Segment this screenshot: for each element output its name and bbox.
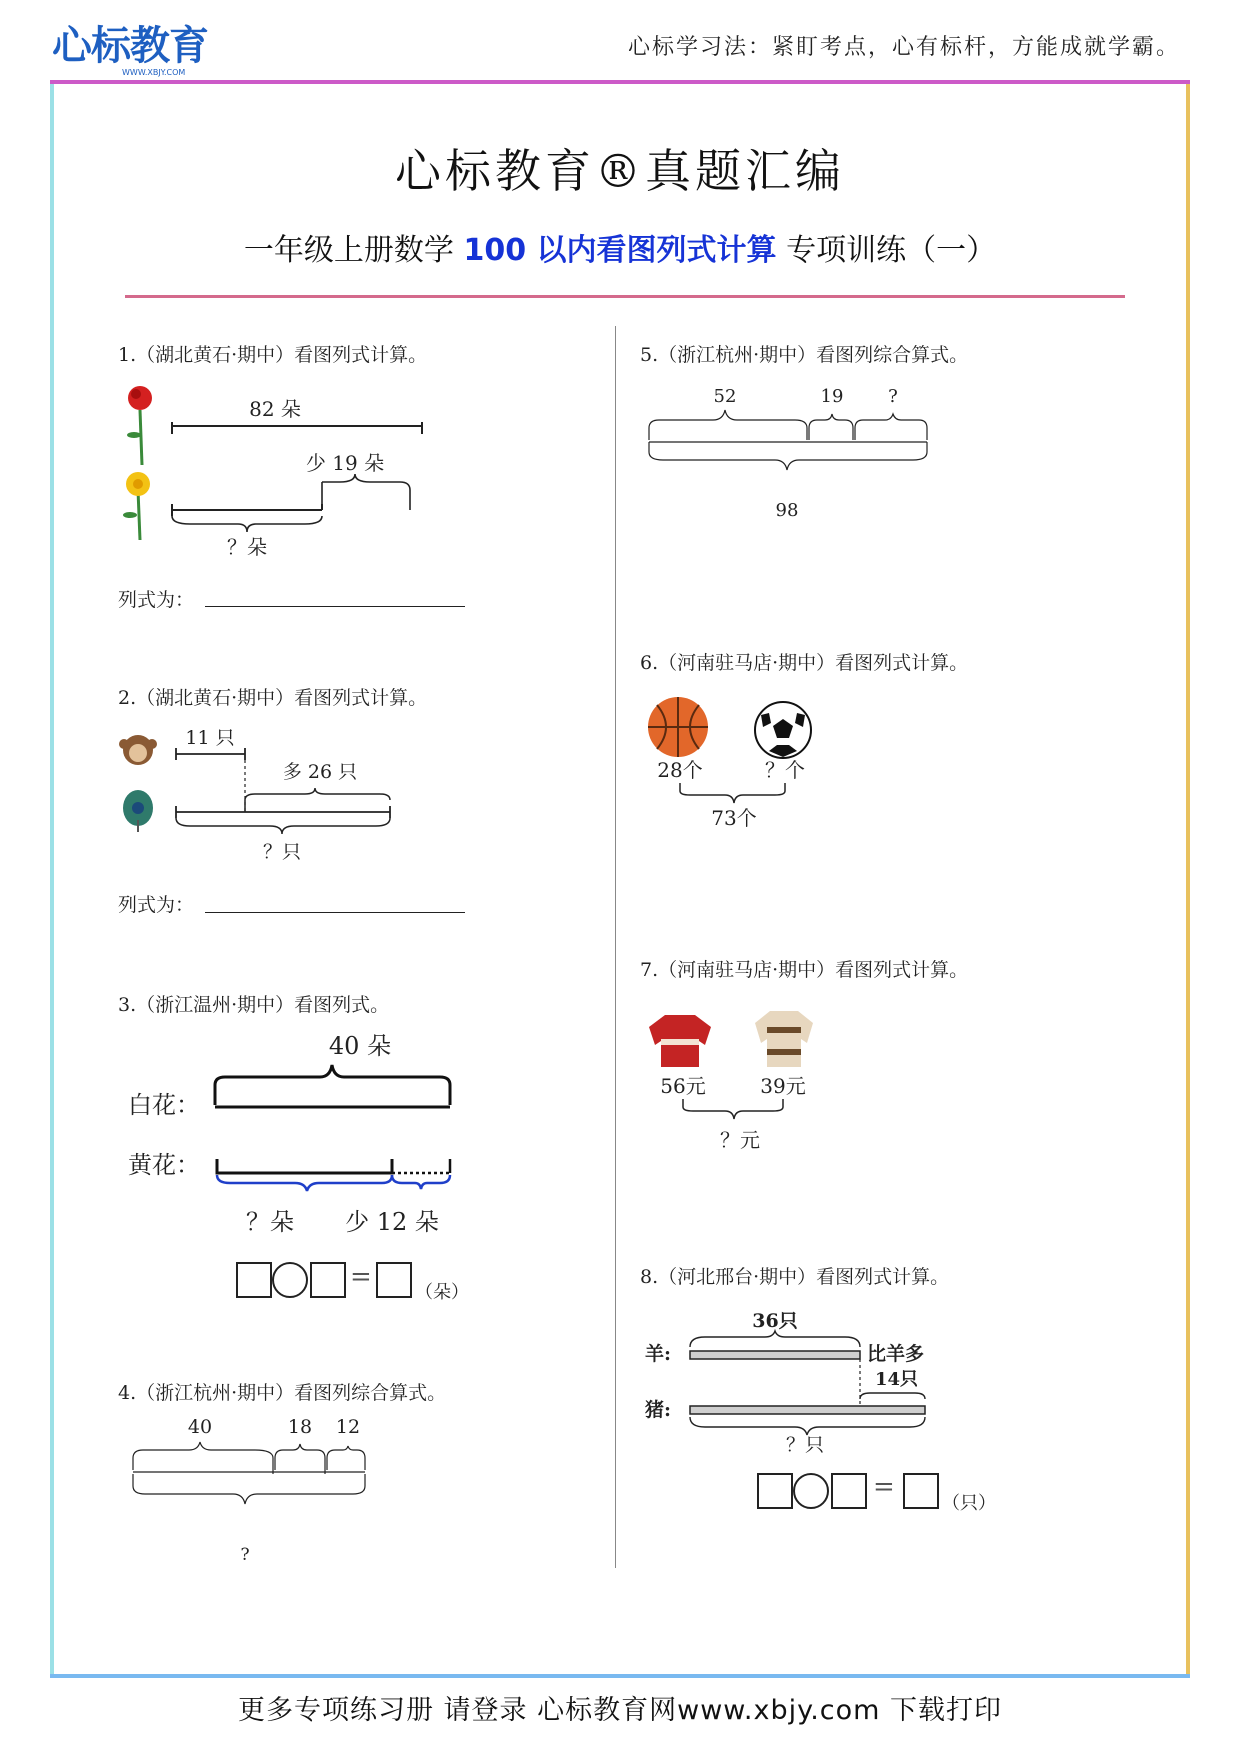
q8-box-result[interactable] xyxy=(903,1473,939,1509)
column-divider xyxy=(615,326,616,1568)
q5-total-label: 98 xyxy=(775,500,799,520)
q8-diff1-label: 比羊多 xyxy=(867,1343,925,1365)
right-border xyxy=(1186,84,1190,1674)
question-4-diagram xyxy=(125,1410,385,1570)
q7-left-label: 56元 xyxy=(660,1074,706,1098)
question-5-label: 5.（浙江杭州·期中）看图列综合算式。 xyxy=(640,344,969,366)
q8-unknown-label: ？只 xyxy=(785,1434,825,1455)
rose-icon xyxy=(127,386,152,465)
q7-total-label: ？元 xyxy=(720,1128,760,1152)
question-8-label: 8.（河北邢台·期中）看图列式计算。 xyxy=(640,1266,950,1288)
q4-part-2: 18 xyxy=(287,1416,313,1438)
q6-total-label: 73个 xyxy=(711,806,757,830)
left-border xyxy=(50,84,54,1674)
q1-unknown-label: ？朵 xyxy=(227,535,267,559)
q8-box-2[interactable] xyxy=(831,1473,867,1509)
q3-operator-circle[interactable] xyxy=(272,1262,308,1298)
bottom-border xyxy=(50,1674,1190,1678)
question-6-label: 6.（河南驻马店·期中）看图列式计算。 xyxy=(640,652,969,674)
q2-top-label: 11 只 xyxy=(185,727,235,749)
title-rule xyxy=(125,295,1125,298)
question-3-diagram xyxy=(120,1025,480,1235)
soccer-ball-icon xyxy=(755,702,811,758)
q4-part-3: 12 xyxy=(335,1416,361,1438)
q8-diff2-label: 14只 xyxy=(875,1369,919,1390)
question-2-diagram xyxy=(110,720,440,870)
q3-row1-label: 白花： xyxy=(128,1091,200,1119)
q5-part-1: 52 xyxy=(713,386,737,407)
q8-operator-circle[interactable] xyxy=(793,1473,829,1509)
monkey-icon xyxy=(119,735,157,765)
q8-unit: （只） xyxy=(942,1493,996,1514)
question-8-diagram xyxy=(645,1305,945,1455)
question-2-label: 2.（湖北黄石·期中）看图列式计算。 xyxy=(118,687,428,709)
question-6-diagram xyxy=(645,695,845,835)
page-subtitle xyxy=(0,225,1240,269)
q3-unit: （朵） xyxy=(415,1282,469,1303)
q2-unknown-label: ？只 xyxy=(262,841,302,863)
q1-diff-label: 少 19 朵 xyxy=(305,451,385,475)
q1-total-label: 82 朵 xyxy=(249,397,301,421)
subtitle-highlight: 100 以内看图列式计算 xyxy=(463,233,777,268)
logo-text: 心标教育 xyxy=(52,23,208,69)
q5-part-3: ? xyxy=(888,386,898,407)
q8-box-1[interactable] xyxy=(757,1473,793,1509)
q2-answer-line[interactable] xyxy=(205,912,465,913)
q7-right-label: 39元 xyxy=(760,1074,806,1098)
question-3-label: 3.（浙江温州·期中）看图列式。 xyxy=(118,994,390,1016)
question-1-label: 1.（湖北黄石·期中）看图列式计算。 xyxy=(118,344,428,366)
subtitle-suffix: 专项训练（一） xyxy=(786,233,997,268)
beige-sweater-icon xyxy=(755,1011,813,1067)
q8-row1-label: 羊: xyxy=(645,1343,672,1365)
q3-equals: = xyxy=(350,1262,372,1292)
q5-part-2: 19 xyxy=(820,386,844,407)
footer-text: 更多专项练习册 请登录 心标教育网www.xbjy.com 下载打印 xyxy=(237,1695,1003,1726)
peacock-icon xyxy=(123,790,153,832)
basketball-icon xyxy=(648,697,708,757)
q3-total-label: 40 朵 xyxy=(328,1032,392,1060)
q6-right-label: ？个 xyxy=(765,758,805,782)
yellow-flower-icon xyxy=(123,472,150,540)
question-5-diagram xyxy=(645,380,945,520)
question-4-label: 4.（浙江杭州·期中）看图列综合算式。 xyxy=(118,1382,447,1404)
q4-part-1: 40 xyxy=(187,1416,213,1438)
question-7-label: 7.（河南驻马店·期中）看图列式计算。 xyxy=(640,959,969,981)
q3-row2-label: 黄花： xyxy=(128,1151,200,1179)
q6-left-label: 28个 xyxy=(657,758,703,782)
q2-diff-label: 多 26 只 xyxy=(282,761,358,783)
header-slogan: 心标学习法：紧盯考点，心有标杆，方能成就学霸。 xyxy=(627,35,1180,60)
page-title: 心标教育®真题汇编 xyxy=(395,144,845,198)
logo-url: WWW.XBJY.COM xyxy=(122,68,186,77)
q3-unknown-label: ？朵 xyxy=(246,1208,294,1235)
brand-logo xyxy=(52,24,212,80)
q8-top-label: 36只 xyxy=(752,1310,798,1332)
q3-box-1[interactable] xyxy=(236,1262,272,1298)
q8-equals: = xyxy=(873,1472,895,1502)
top-border xyxy=(50,80,1190,84)
q4-total-label: ? xyxy=(240,1545,250,1565)
q1-answer-line[interactable] xyxy=(205,606,465,607)
q3-diff-label: 少 12 朵 xyxy=(345,1208,439,1235)
q1-answer-prompt: 列式为： xyxy=(118,589,195,611)
q2-answer-prompt: 列式为： xyxy=(118,894,195,916)
red-sweater-icon xyxy=(649,1015,711,1067)
question-1-diagram xyxy=(110,380,440,560)
q3-box-2[interactable] xyxy=(310,1262,346,1298)
q8-row2-label: 猪: xyxy=(645,1399,672,1421)
subtitle-prefix: 一年级上册数学 xyxy=(243,233,454,268)
q3-box-result[interactable] xyxy=(376,1262,412,1298)
question-7-diagram xyxy=(645,1005,845,1155)
